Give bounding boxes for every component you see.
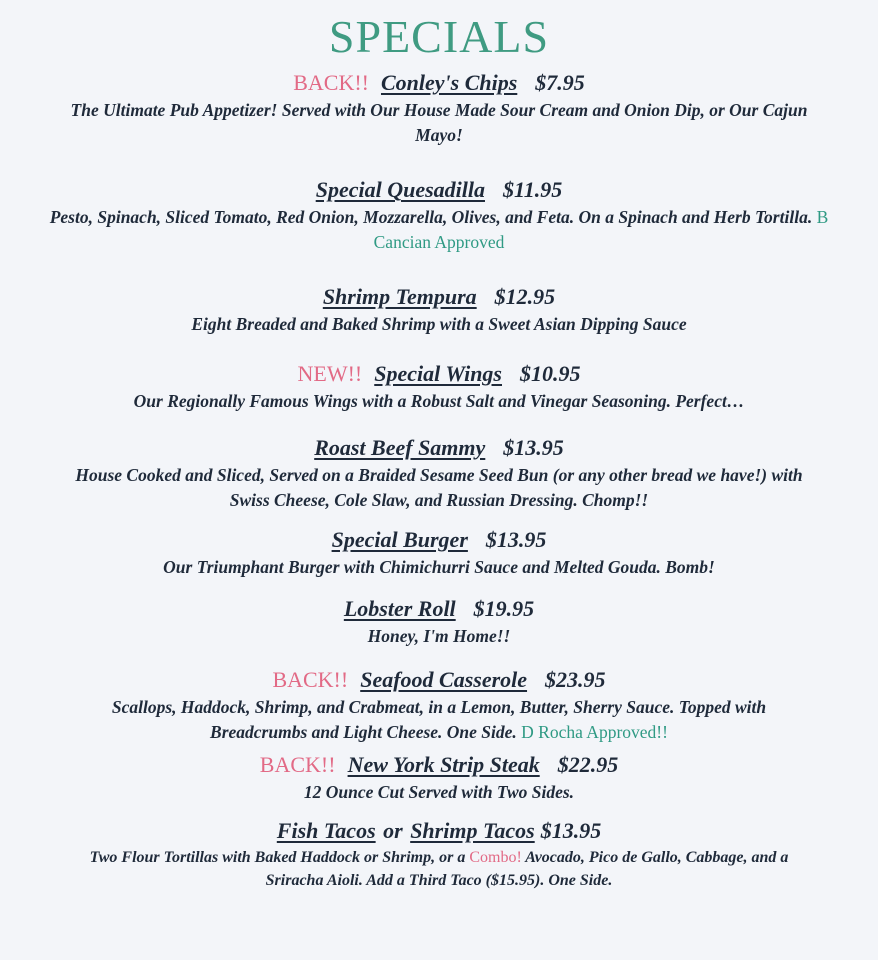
item-description: The Ultimate Pub Appetizer! Served with Our House Made Sour Cream and Onion Dip, or Our Cajun Mayo! [70,100,808,145]
item-description: Scallops, Haddock, Shrimp, and Crabmeat, in a Lemon, Butter, Sherry Sauce. Topped with Breadcrumbs and Light Cheese. One Side. [111,697,767,742]
item-name: Special Quesadilla [315,177,485,202]
item-name: Conley's Chips [380,70,518,95]
item-price: $10.95 [520,361,581,386]
item-description: Honey, I'm Home!! [367,626,511,646]
menu-item-conleys-chips [0,70,878,148]
item-name: Lobster Roll [343,596,456,621]
status-badge: BACK!! [293,70,369,95]
combo-highlight: Combo! [469,849,522,866]
item-name: Shrimp Tempura [322,284,477,309]
item-description: Two Flour Tortillas with Baked Haddock or Shrimp, or a [89,849,466,866]
menu-item-lobster-roll [0,596,878,649]
menu-item-special-wings [0,361,878,414]
item-price: $13.95 [485,527,547,552]
menu-item-special-quesadilla [0,177,878,255]
item-description: House Cooked and Sliced, Served on a Braided Sesame Seed Bun (or any other bread we have!) with Swiss Cheese, Cole Slaw, and Russian Dressing. Chomp!! [75,465,803,510]
item-description: Our Regionally Famous Wings with a Robust Salt and Vinegar Seasoning. Perfect… [133,391,745,411]
item-description-cont: Avocado, Pico de Gallo, Cabbage, and a Sriracha Aioli. Add a Third Taco ($15.95). One Side. [265,849,789,889]
menu-item-new-york-strip-steak [0,752,878,805]
menu-item-fish-shrimp-tacos [0,818,878,892]
item-description: 12 Ounce Cut Served with Two Sides. [303,782,575,802]
item-name-connector: or [383,818,403,843]
item-description: Pesto, Spinach, Sliced Tomato, Red Onion, Mozzarella, Olives, and Feta. On a Spinach and Herb Tortilla. [49,207,813,227]
item-description: Our Triumphant Burger with Chimichurri Sauce and Melted Gouda. Bomb! [163,557,715,577]
item-name: Roast Beef Sammy [314,435,486,460]
status-badge: BACK!! [272,667,349,692]
item-price: $7.95 [535,70,585,95]
item-price: $13.95 [540,818,602,843]
item-price: $12.95 [494,284,556,309]
item-price: $19.95 [473,596,535,621]
status-badge: BACK!! [259,752,336,777]
item-description: Eight Breaded and Baked Shrimp with a Sweet Asian Dipping Sauce [191,314,687,334]
item-price: $23.95 [545,667,606,692]
menu-item-roast-beef-sammy [0,435,878,513]
menu-item-seafood-casserole [0,667,878,745]
item-name-alt: Shrimp Tacos [410,818,535,843]
approval-note: B Cancian Approved [373,207,829,252]
menu-item-shrimp-tempura [0,284,878,337]
menu-item-special-burger [0,527,878,580]
item-name: Fish Tacos [276,818,376,843]
item-price: $11.95 [502,177,563,202]
item-name: Special Burger [331,527,468,552]
item-price: $13.95 [503,435,564,460]
approval-note: D Rocha Approved!! [521,722,668,742]
item-name: Special Wings [374,361,502,386]
status-badge: NEW!! [297,361,363,386]
item-name: Seafood Casserole [360,667,528,692]
item-price: $22.95 [557,752,619,777]
page-title: SPECIALS [328,11,550,62]
item-name: New York Strip Steak [347,752,540,777]
